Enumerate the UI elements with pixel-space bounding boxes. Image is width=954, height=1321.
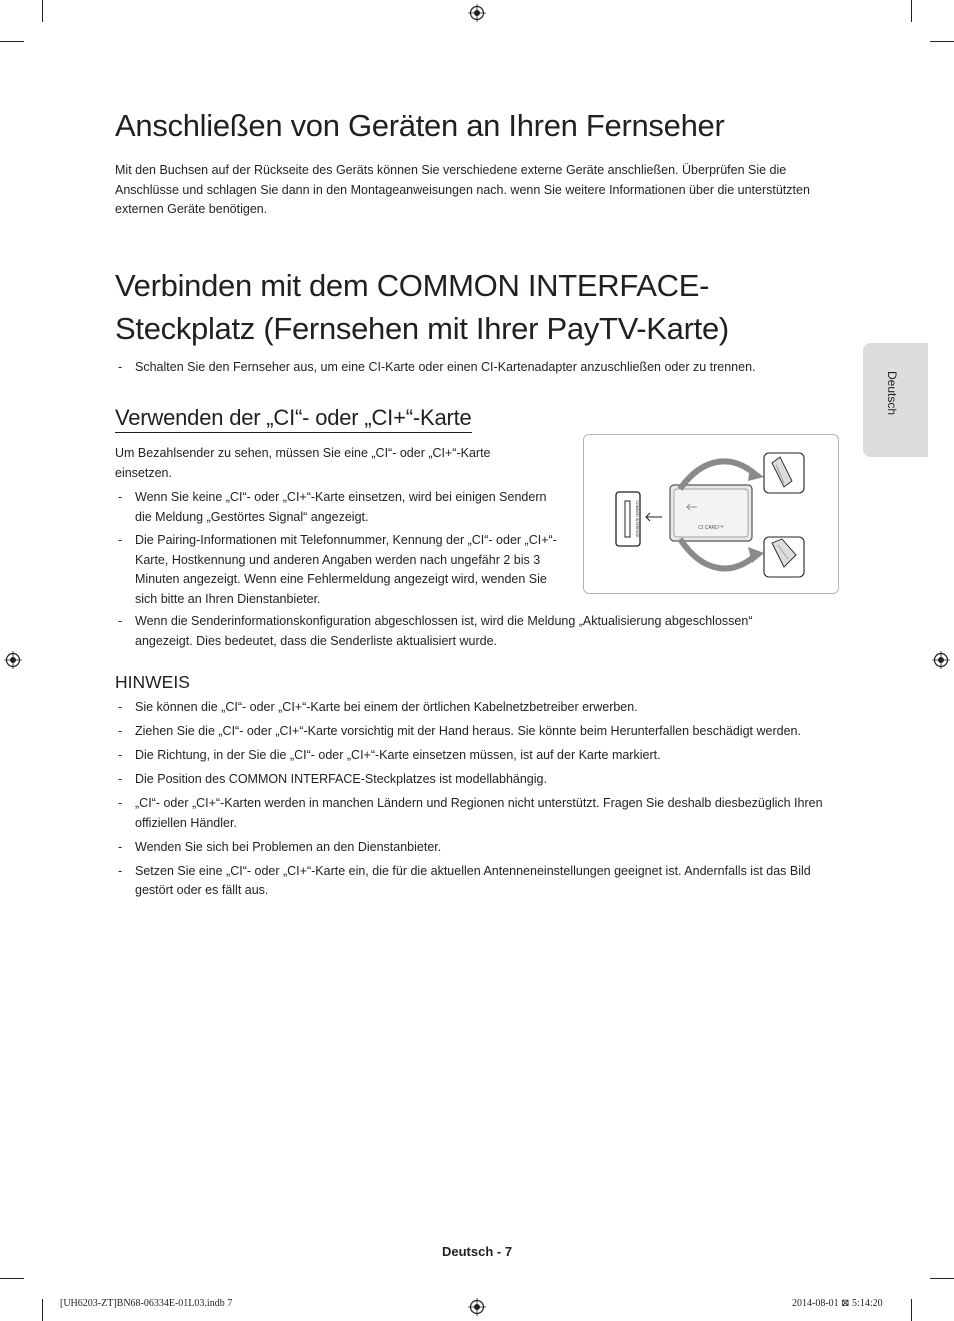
crop-mark: [42, 1299, 43, 1321]
page-number: Deutsch - 7: [442, 1244, 513, 1259]
crop-mark: [0, 1278, 24, 1279]
list-item: - Ziehen Sie die „CI“- oder „CI+“-Karte vorsichtig mit der Hand heraus. Sie könnte beim Herunterfallen beschädigt werden.: [115, 722, 845, 742]
crop-mark: [930, 1278, 954, 1279]
imprint-right: 2014-08-01 ⊠ 5:14:20: [792, 1298, 883, 1309]
list-item: - Wenden Sie sich bei Problemen an den Dienstanbieter.: [115, 838, 845, 858]
crop-mark: [911, 1299, 912, 1321]
crop-mark: [42, 0, 43, 22]
imprint-left: [UH6203-ZT]BN68-06334E-01L03.indb 7: [60, 1298, 233, 1309]
section-title: [115, 264, 729, 350]
crop-mark: [0, 41, 24, 42]
side-tab-label: Deutsch: [885, 371, 899, 416]
crop-mark: [930, 41, 954, 42]
registration-mark-icon: [468, 4, 486, 22]
subsection-intro: Um Bezahlsender zu sehen, müssen Sie eine „CI“- oder „CI+“-Karte einsetzen.: [115, 446, 491, 480]
section-title-line2: Steckplatz (Fernsehen mit Ihrer PayTV-Karte): [115, 311, 729, 346]
list-item: - Wenn die Senderinformationskonfiguration abgeschlossen ist, wird die Meldung „Aktualisierung abgeschlossen“ angezeigt. Dies bedeutet, dass die Senderliste aktualisiert wurde.: [115, 612, 775, 651]
ci-card-diagram-icon: [584, 435, 838, 593]
section-bullets: [115, 358, 835, 378]
list-item: - Die Position des COMMON INTERFACE-Steckplatzes ist modellabhängig.: [115, 770, 845, 790]
intro-paragraph: Mit den Buchsen auf der Rückseite des Geräts können Sie verschiedene externe Geräte anschließen. Überprüfen Sie die Anschlüsse und schlagen Sie dann in den Montageanweisungen nach. wenn Sie weitere Informationen über die unterstützten externen Geräte benötigen.: [115, 163, 810, 216]
language-side-tab: [863, 343, 928, 457]
list-item: - Die Pairing-Informationen mit Telefonnummer, Kennung der „CI“- oder „CI+“-Karte, Hostkennung und anderen Angaben werden nach ungefähr 2 bis 3 Minuten angezeigt. Wenn eine Fehlermeldung angezeigt wird, wenden Sie sich bitte an Ihren Dienstanbieter.: [115, 531, 565, 609]
hint-title: HINWEIS: [115, 672, 190, 692]
ci-card-illustration: [583, 434, 839, 594]
card-label: CI CARD™: [698, 525, 724, 531]
subsection-bullets-wide: [115, 612, 835, 651]
list-item: - Sie können die „CI“- oder „CI+“-Karte bei einem der örtlichen Kabelnetzbetreiber erwerben.: [115, 698, 845, 718]
crop-mark: [911, 0, 912, 22]
registration-mark-icon: [468, 1298, 486, 1316]
hint-bullets: [115, 698, 845, 901]
list-item: - Setzen Sie eine „CI“- oder „CI+“-Karte ein, die für die aktuellen Antenneneinstellungen geeignet ist. Andernfalls ist das Bild gestört oder es fällt aus.: [115, 862, 840, 901]
subsection-bullets: [115, 488, 565, 609]
slot-label: COMMON INTERFACE: [635, 500, 639, 538]
page-title: Anschließen von Geräten an Ihren Fernseher: [115, 108, 725, 143]
subsection-title: Verwenden der „CI“- oder „CI+“-Karte: [115, 405, 472, 433]
section-title-line1: Verbinden mit dem COMMON INTERFACE-: [115, 268, 710, 303]
registration-mark-icon: [4, 651, 22, 669]
list-item: - Schalten Sie den Fernseher aus, um eine CI-Karte oder einen CI-Kartenadapter anzuschließen oder zu trennen.: [115, 358, 835, 378]
list-item: - Die Richtung, in der Sie die „CI“- oder „CI+“-Karte einsetzen müssen, ist auf der Karte markiert.: [115, 746, 845, 766]
list-item: - Wenn Sie keine „CI“- oder „CI+“-Karte einsetzen, wird bei einigen Sendern die Meldung „Gestörtes Signal“ angezeigt.: [115, 488, 565, 527]
registration-mark-icon: [932, 651, 950, 669]
list-item: - „CI“- oder „CI+“-Karten werden in manchen Ländern und Regionen nicht unterstützt. Fragen Sie deshalb diesbezüglich Ihren offiziellen Händler.: [115, 794, 835, 833]
